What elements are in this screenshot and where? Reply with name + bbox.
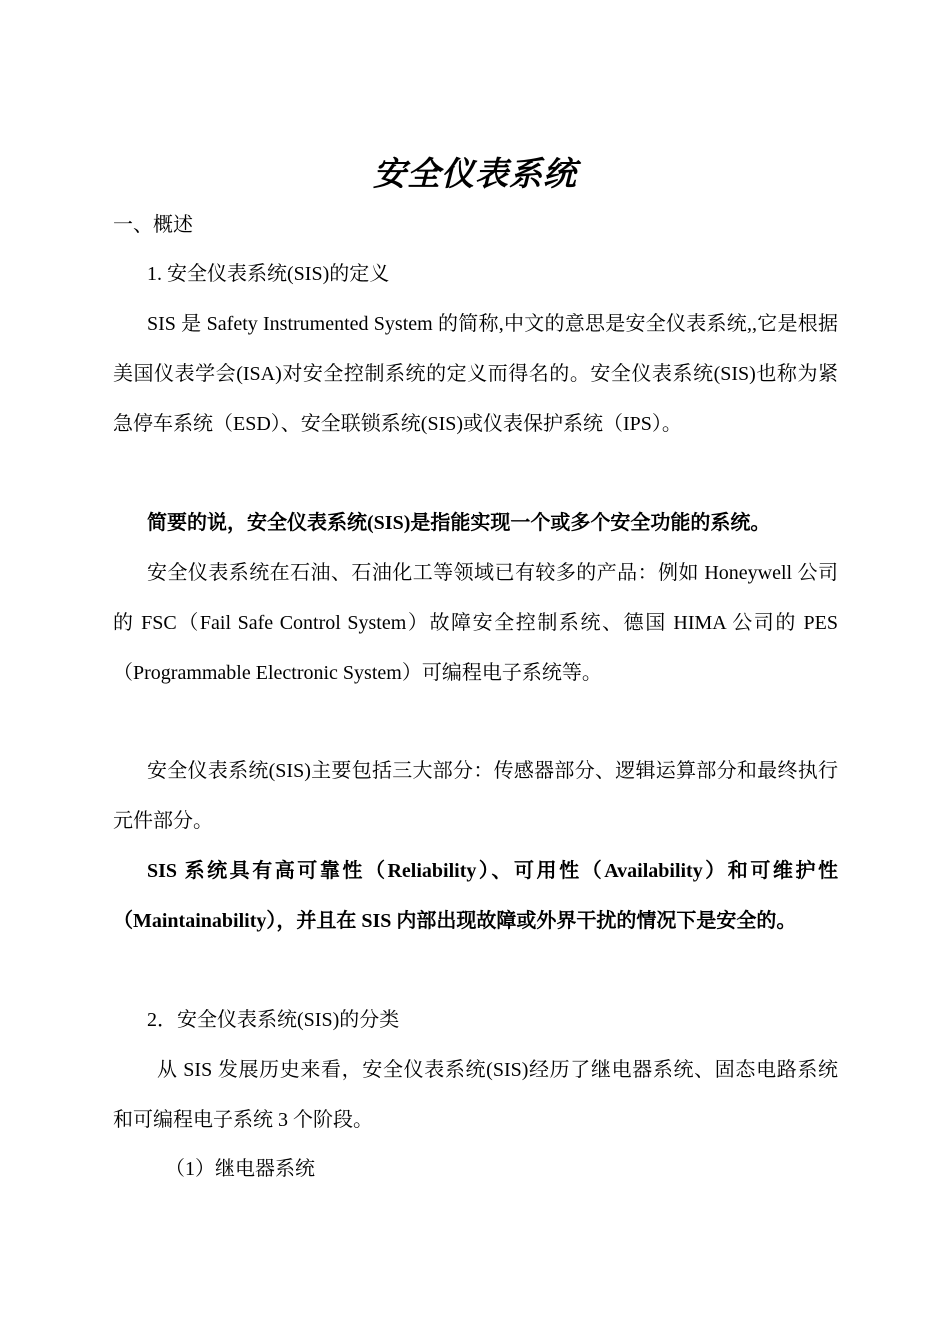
section-heading-overview: 一、概述 (113, 214, 193, 236)
subsection-heading-relay: （1）继电器系统 (165, 1158, 315, 1180)
paragraph-products: 安全仪表系统在石油、石油化工等领域已有较多的产品：例如 Honeywell 公司的 FSC（Fail Safe Control System）故障安全控制系统、德国 HIMA 公司的 PES（Programmable Electronic System）可编程电子系统等。 (113, 562, 838, 684)
document-title: 安全仪表系统 (373, 157, 577, 193)
paragraph-history: 从 SIS 发展历史来看，安全仪表系统(SIS)经历了继电器系统、固态电路系统和可编程电子系统 3 个阶段。 (113, 1059, 838, 1131)
paragraph-components: 安全仪表系统(SIS)主要包括三大部分：传感器部分、逻辑运算部分和最终执行元件部分。 (113, 760, 838, 832)
paragraph-summary-bold: 简要的说，安全仪表系统(SIS)是指能实现一个或多个安全功能的系统。 (147, 512, 771, 534)
paragraph-reliability-bold: SIS 系统具有高可靠性（Reliability）、可用性（Availability）和可维护性（Maintainability），并且在 SIS 内部出现故障或外界干扰的情况下是安全的。 (113, 860, 838, 932)
subsection-heading-definition: 1. 安全仪表系统(SIS)的定义 (147, 263, 390, 285)
paragraph-sis-definition: SIS 是 Safety Instrumented System 的简称,中文的意思是安全仪表系统,,它是根据美国仪表学会(ISA)对安全控制系统的定义而得名的。安全仪表系统(SIS)也称为紧急停车系统（ESD）、安全联锁系统(SIS)或仪表保护系统（IPS）。 (113, 313, 838, 435)
subsection-heading-classification: 2．安全仪表系统(SIS)的分类 (147, 1009, 400, 1031)
